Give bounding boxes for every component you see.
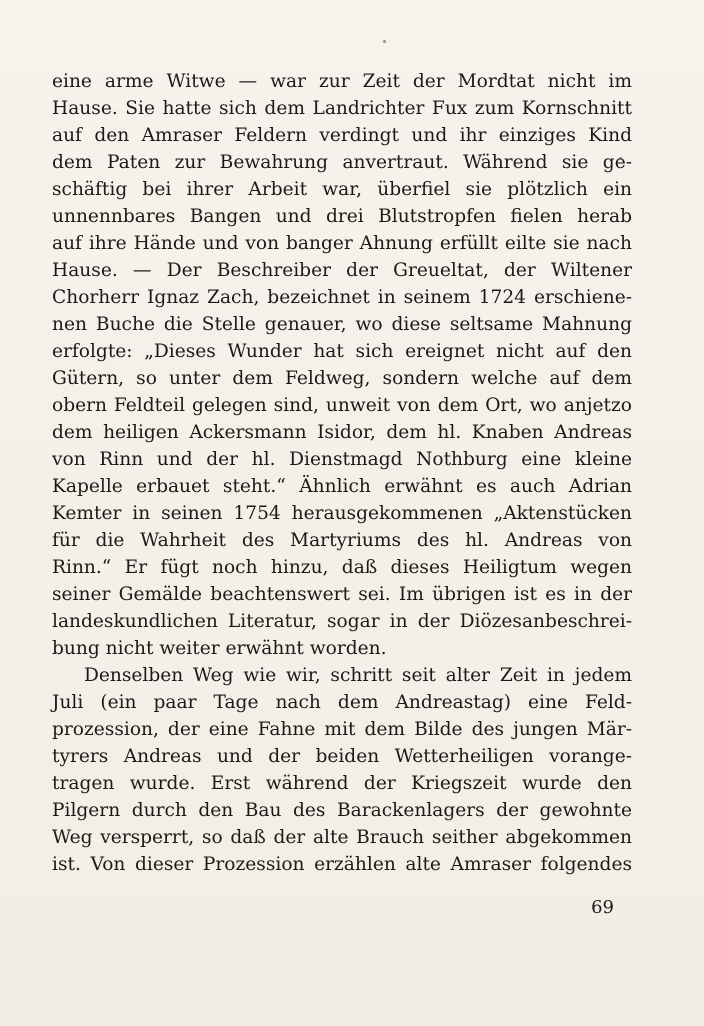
text-line: Weg versperrt, so daß der alte Brauch seither abgekommen: [52, 827, 632, 848]
page-number: 69: [591, 897, 614, 918]
text-line: auf den Amraser Feldern verdingt und ihr einziges Kind: [52, 125, 632, 146]
paragraph-end-line: bung nicht weiter erwähnt worden.: [52, 638, 387, 659]
text-line: von Rinn und der hl. Dienstmagd Nothburg eine kleine: [52, 449, 632, 470]
text-line: Pilgern durch den Bau des Barackenlagers der gewohnte: [52, 800, 632, 821]
text-line: eine arme Witwe — war zur Zeit der Mordtat nicht im: [52, 71, 632, 92]
text-line: Kemter in seinen 1754 herausgekommenen „Aktenstücken: [52, 503, 632, 524]
text-line: prozession, der eine Fahne mit dem Bilde des jungen Mär-: [52, 719, 632, 740]
text-line: nen Buche die Stelle genauer, wo diese seltsame Mahnung: [52, 314, 632, 335]
text-line: landeskundlichen Literatur, sogar in der Diözesanbeschrei-: [52, 611, 632, 632]
text-line: auf ihre Hände und von banger Ahnung erfüllt eilte sie nach: [52, 233, 632, 254]
body-text: [52, 68, 632, 878]
paragraph-start-line: Denselben Weg wie wir, schritt seit alter Zeit in jedem: [84, 665, 632, 686]
text-line: Kapelle erbauet steht.“ Ähnlich erwähnt es auch Adrian: [52, 476, 632, 497]
text-line: Rinn.“ Er fügt noch hinzu, daß dieses Heiligtum wegen: [52, 557, 632, 578]
text-line: Gütern, so unter dem Feldweg, sondern welche auf dem: [52, 368, 632, 389]
text-line: für die Wahrheit des Martyriums des hl. Andreas von: [52, 530, 632, 551]
text-line: erfolgte: „Dieses Wunder hat sich ereignet nicht auf den: [52, 341, 632, 362]
text-line: tyrers Andreas und der beiden Wetterheiligen vorange-: [52, 746, 632, 767]
text-line: obern Feldteil gelegen sind, unweit von dem Ort, wo anjetzo: [52, 395, 632, 416]
text-line: ist. Von dieser Prozession erzählen alte Amraser folgendes: [52, 854, 632, 875]
paper-speck: [383, 40, 386, 43]
text-line: Hause. — Der Beschreiber der Greueltat, der Wiltener: [52, 260, 632, 281]
text-line: dem Paten zur Bewahrung anvertraut. Während sie ge-: [52, 152, 632, 173]
text-line: Juli (ein paar Tage nach dem Andreastag) eine Feld-: [52, 692, 632, 713]
text-line: Chorherr Ignaz Zach, bezeichnet in seinem 1724 erschiene-: [52, 287, 632, 308]
text-line: dem heiligen Ackersmann Isidor, dem hl. Knaben Andreas: [52, 422, 632, 443]
text-line: seiner Gemälde beachtenswert sei. Im übrigen ist es in der: [52, 584, 632, 605]
text-line: Hause. Sie hatte sich dem Landrichter Fux zum Kornschnitt: [52, 98, 632, 119]
text-line: unnennbares Bangen und drei Blutstropfen fielen herab: [52, 206, 632, 227]
text-line: tragen wurde. Erst während der Kriegszeit wurde den: [52, 773, 632, 794]
text-line: schäftig bei ihrer Arbeit war, überfiel sie plötzlich ein: [52, 179, 632, 200]
